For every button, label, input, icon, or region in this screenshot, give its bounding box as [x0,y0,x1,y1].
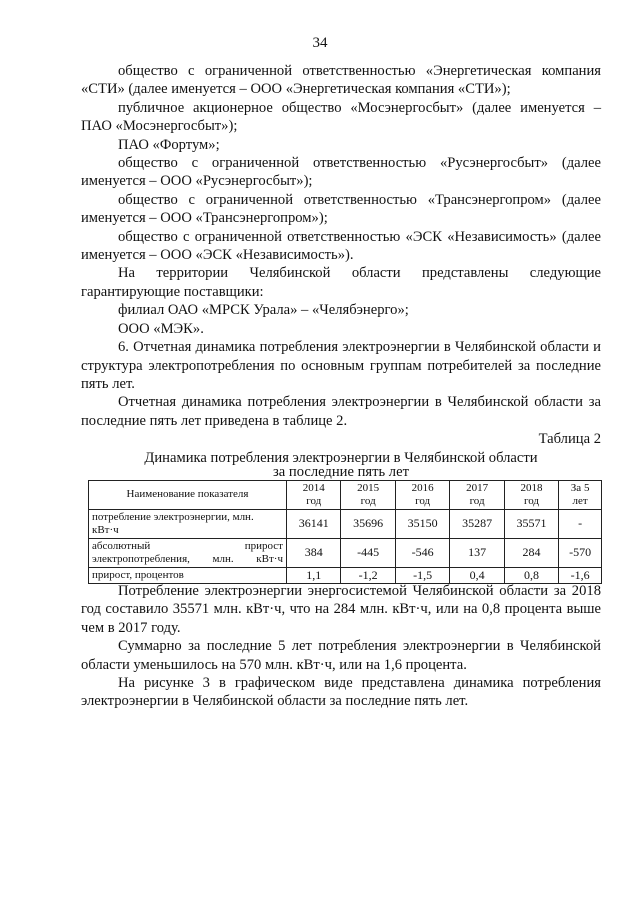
paragraph: публичное акционерное общество «Мосэнергосбыт» (далее именуется – ПАО «Мосэнергосбыт»); [81,99,601,135]
paragraph: Суммарно за последние 5 лет потребления электроэнергии в Челябинской области уменьшилось на 570 млн. кВт·ч, или на 1,6 процента. [81,638,601,673]
value-cell: 36141 [287,509,341,538]
value-cell: 35571 [504,509,558,538]
header-cell: 2017 год [450,480,504,509]
value-cell: -570 [559,538,602,567]
value-cell: 0,4 [450,567,504,583]
paragraph: филиал ОАО «МРСК Урала» – «Челябэнерго»; [118,302,409,319]
paragraph: общество с ограниченной ответственностью «Энергетическая компания «СТИ» (далее именуется – ООО «Энергетическая компания «СТИ»); [81,63,601,98]
value-cell: -1,6 [559,567,602,583]
value-cell: -1,5 [395,567,449,583]
value-cell: 284 [504,538,558,567]
value-cell: 384 [287,538,341,567]
paragraph: ПАО «Фортум»; [118,136,220,153]
value-cell: -445 [341,538,395,567]
row-name-cell: прирост, процентов [89,567,287,583]
header-cell: За 5 лет [559,480,602,509]
value-cell: 35150 [395,509,449,538]
paragraph: Отчетная динамика потребления электроэнергии в Челябинской области за последние пять лет приведена в таблице 2. [81,394,601,429]
value-cell: 35287 [450,509,504,538]
table-subtitle: за последние пять лет [273,463,409,480]
text-after-table [81,582,601,711]
value-cell: 0,8 [504,567,558,583]
document-body [81,62,601,711]
paragraph: Потребление электроэнергии энергосистемой Челябинской области за 2018 год составило 35571 млн. кВт·ч, что на 284 млн. кВт·ч, или на 0,8 процента выше чем в 2017 году. [81,582,601,636]
header-cell: 2015 год [341,480,395,509]
paragraph: 6. Отчетная динамика потребления электроэнергии в Челябинской области и структура электропотребления по основным группам потребителей за последние пять лет. [81,339,601,392]
header-cell: 2018 год [504,480,558,509]
value-cell: -1,2 [341,567,395,583]
value-cell: 35696 [341,509,395,538]
paragraph: На территории Челябинской области представлены следующие гарантирующие поставщики: [81,265,601,300]
table-header-row [89,480,602,509]
paragraph: ООО «МЭК». [118,320,204,337]
paragraph: общество с ограниченной ответственностью «ЭСК «Независимость» (далее именуется – ООО «ЭСК «Независимость»). [81,228,601,264]
header-cell-name: Наименование показателя [89,480,287,509]
value-cell: -546 [395,538,449,567]
paragraph: общество с ограниченной ответственностью «Русэнергосбыт» (далее именуется – ООО «Русэнергосбыт»); [81,155,601,190]
table-row [89,509,602,538]
page-number: 34 [312,35,328,51]
table-label: Таблица 2 [538,431,601,448]
value-cell: - [559,509,602,538]
value-cell: 1,1 [287,567,341,583]
consumption-table [88,480,602,584]
header-cell: 2014 год [287,480,341,509]
header-cell: 2016 год [395,480,449,509]
paragraph: На рисунке 3 в графическом виде представлена динамика потребления электроэнергии в Челябинской области за последние пять лет. [81,674,601,710]
table-row [89,538,602,567]
paragraph: общество с ограниченной ответственностью «Трансэнергопром» (далее именуется – ООО «Трансэнергопром»); [81,191,601,227]
table-title: Динамика потребления электроэнергии в Челябинской области [144,449,538,466]
row-name-cell: абсолютный прирост электропотребления, млн. кВт·ч [89,538,287,567]
value-cell: 137 [450,538,504,567]
row-name-cell: потребление электроэнергии, млн. кВт·ч [89,509,287,538]
